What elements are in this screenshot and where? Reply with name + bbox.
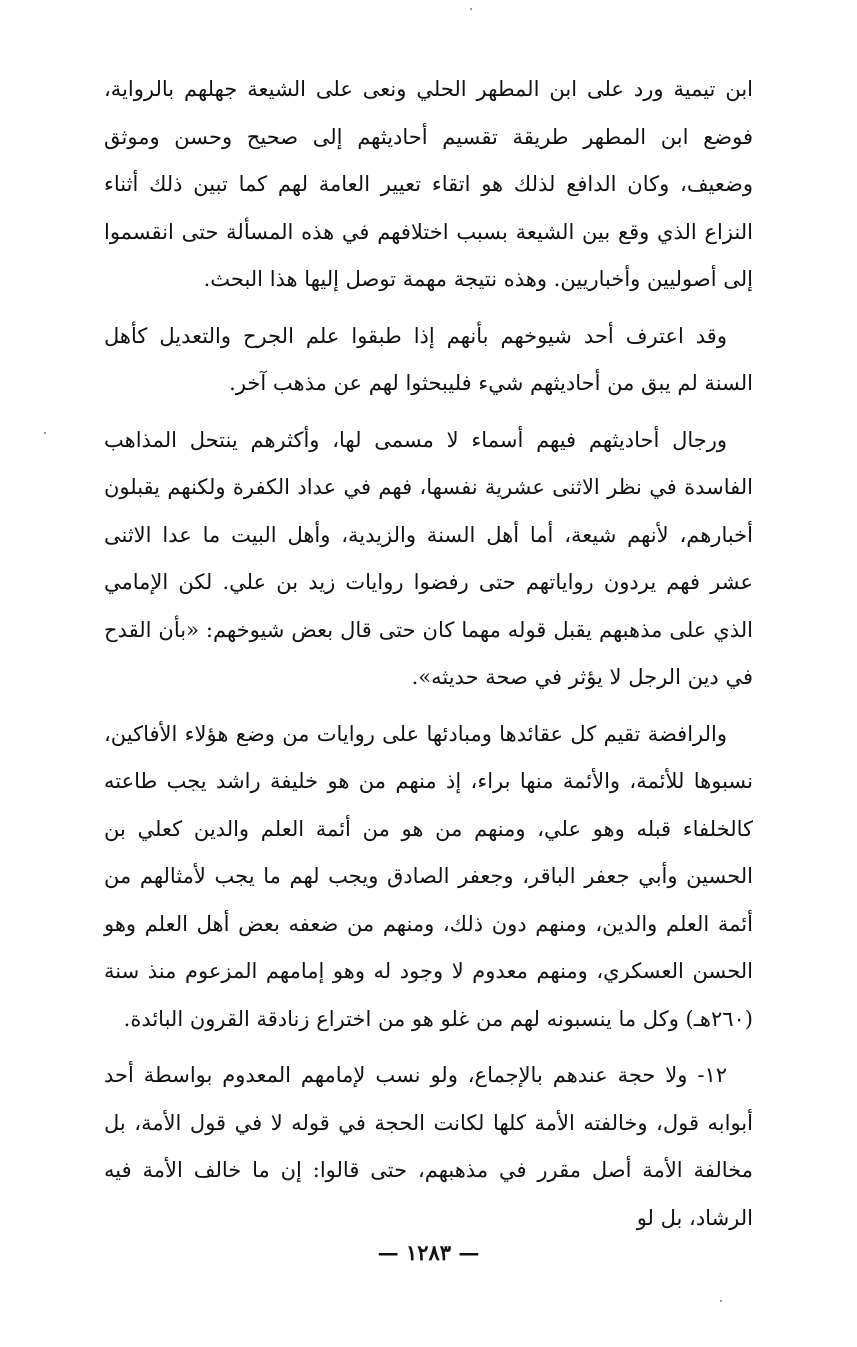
paragraph-4: والرافضة تقيم كل عقائدها ومبادئها على روايات من وضع هؤلاء الأفاكين، نسبوها للأئمة، والأئمة منها براء، إذ منهم من هو خليفة راشد يجب طاعته كالخلفاء قبله وهو علي، ومنهم من هو من أئمة العلم والدين كعلي بن الحسين وأبي جعفر الباقر، وجعفر الصادق ويجب لهم ما يجب لأمثالهم من أئمة العلم والدين، ومنهم دون ذلك، ومنهم من ضعفه بعض أهل العلم وهو الحسن العسكري، ومنهم معدوم لا وجود له وهو إمامهم المزعوم منذ سنة (٢٦٠هـ) وكل ما ينسبونه لهم من غلو هو من اختراع زنادقة القرون البائدة.	[104, 721, 753, 1031]
scan-speck	[720, 1300, 722, 1302]
scan-speck	[470, 8, 472, 10]
paragraph-3: ورجال أحاديثهم فيهم أسماء لا مسمى لها، وأكثرهم ينتحل المذاهب الفاسدة في نظر الاثنى عشرية نفسها، فهم في عداد الكفرة ولكنهم يقبلون أخبارهم، لأنهم شيعة، أما أهل السنة والزيدية، وأهل البيت ما عدا الاثنى عشر فهم يردون رواياتهم حتى رفضوا روايات زيد بن علي. لكن الإمامي الذي على مذهبهم يقبل قوله مهما كان حتى قال بعض شيوخهم: «بأن القدح في دين الرجل لا يؤثر في صحة حديثه».	[104, 427, 753, 689]
body-text	[104, 66, 753, 1242]
paragraph-5: ١٢- ولا حجة عندهم بالإجماع، ولو نسب لإمامهم المعدوم بواسطة أحد أبوابه قول، وخالفته الأمة كلها لكانت الحجة في قوله لا في قول الأمة، بل مخالفة الأمة أصل مقرر في مذهبهم، حتى قالوا: إن ما خالف الأمة فيه الرشاد، بل لو	[104, 1063, 753, 1230]
page-number: — ١٢٨٣ —	[377, 1240, 480, 1265]
scan-speck	[44, 432, 46, 434]
paragraph-2: وقد اعترف أحد شيوخهم بأنهم إذا طبقوا علم الجرح والتعديل كأهل السنة لم يبق من أحاديثهم شيء فليبحثوا لهم عن مذهب آخر.	[104, 323, 753, 395]
paragraph-1: ابن تيمية ورد على ابن المطهر الحلي ونعى على الشيعة جهلهم بالرواية، فوضع ابن المطهر طريقة تقسيم أحاديثهم إلى صحيح وحسن وموثق وضعيف، وكان الدافع لذلك هو اتقاء تعيير العامة لهم كما تبين ذلك أثناء النزاع الذي وقع بين الشيعة بسبب اختلافهم في هذه المسألة حتى انقسموا إلى أصوليين وأخباريين. وهذه نتيجة مهمة توصل إليها هذا البحث.	[104, 77, 753, 291]
